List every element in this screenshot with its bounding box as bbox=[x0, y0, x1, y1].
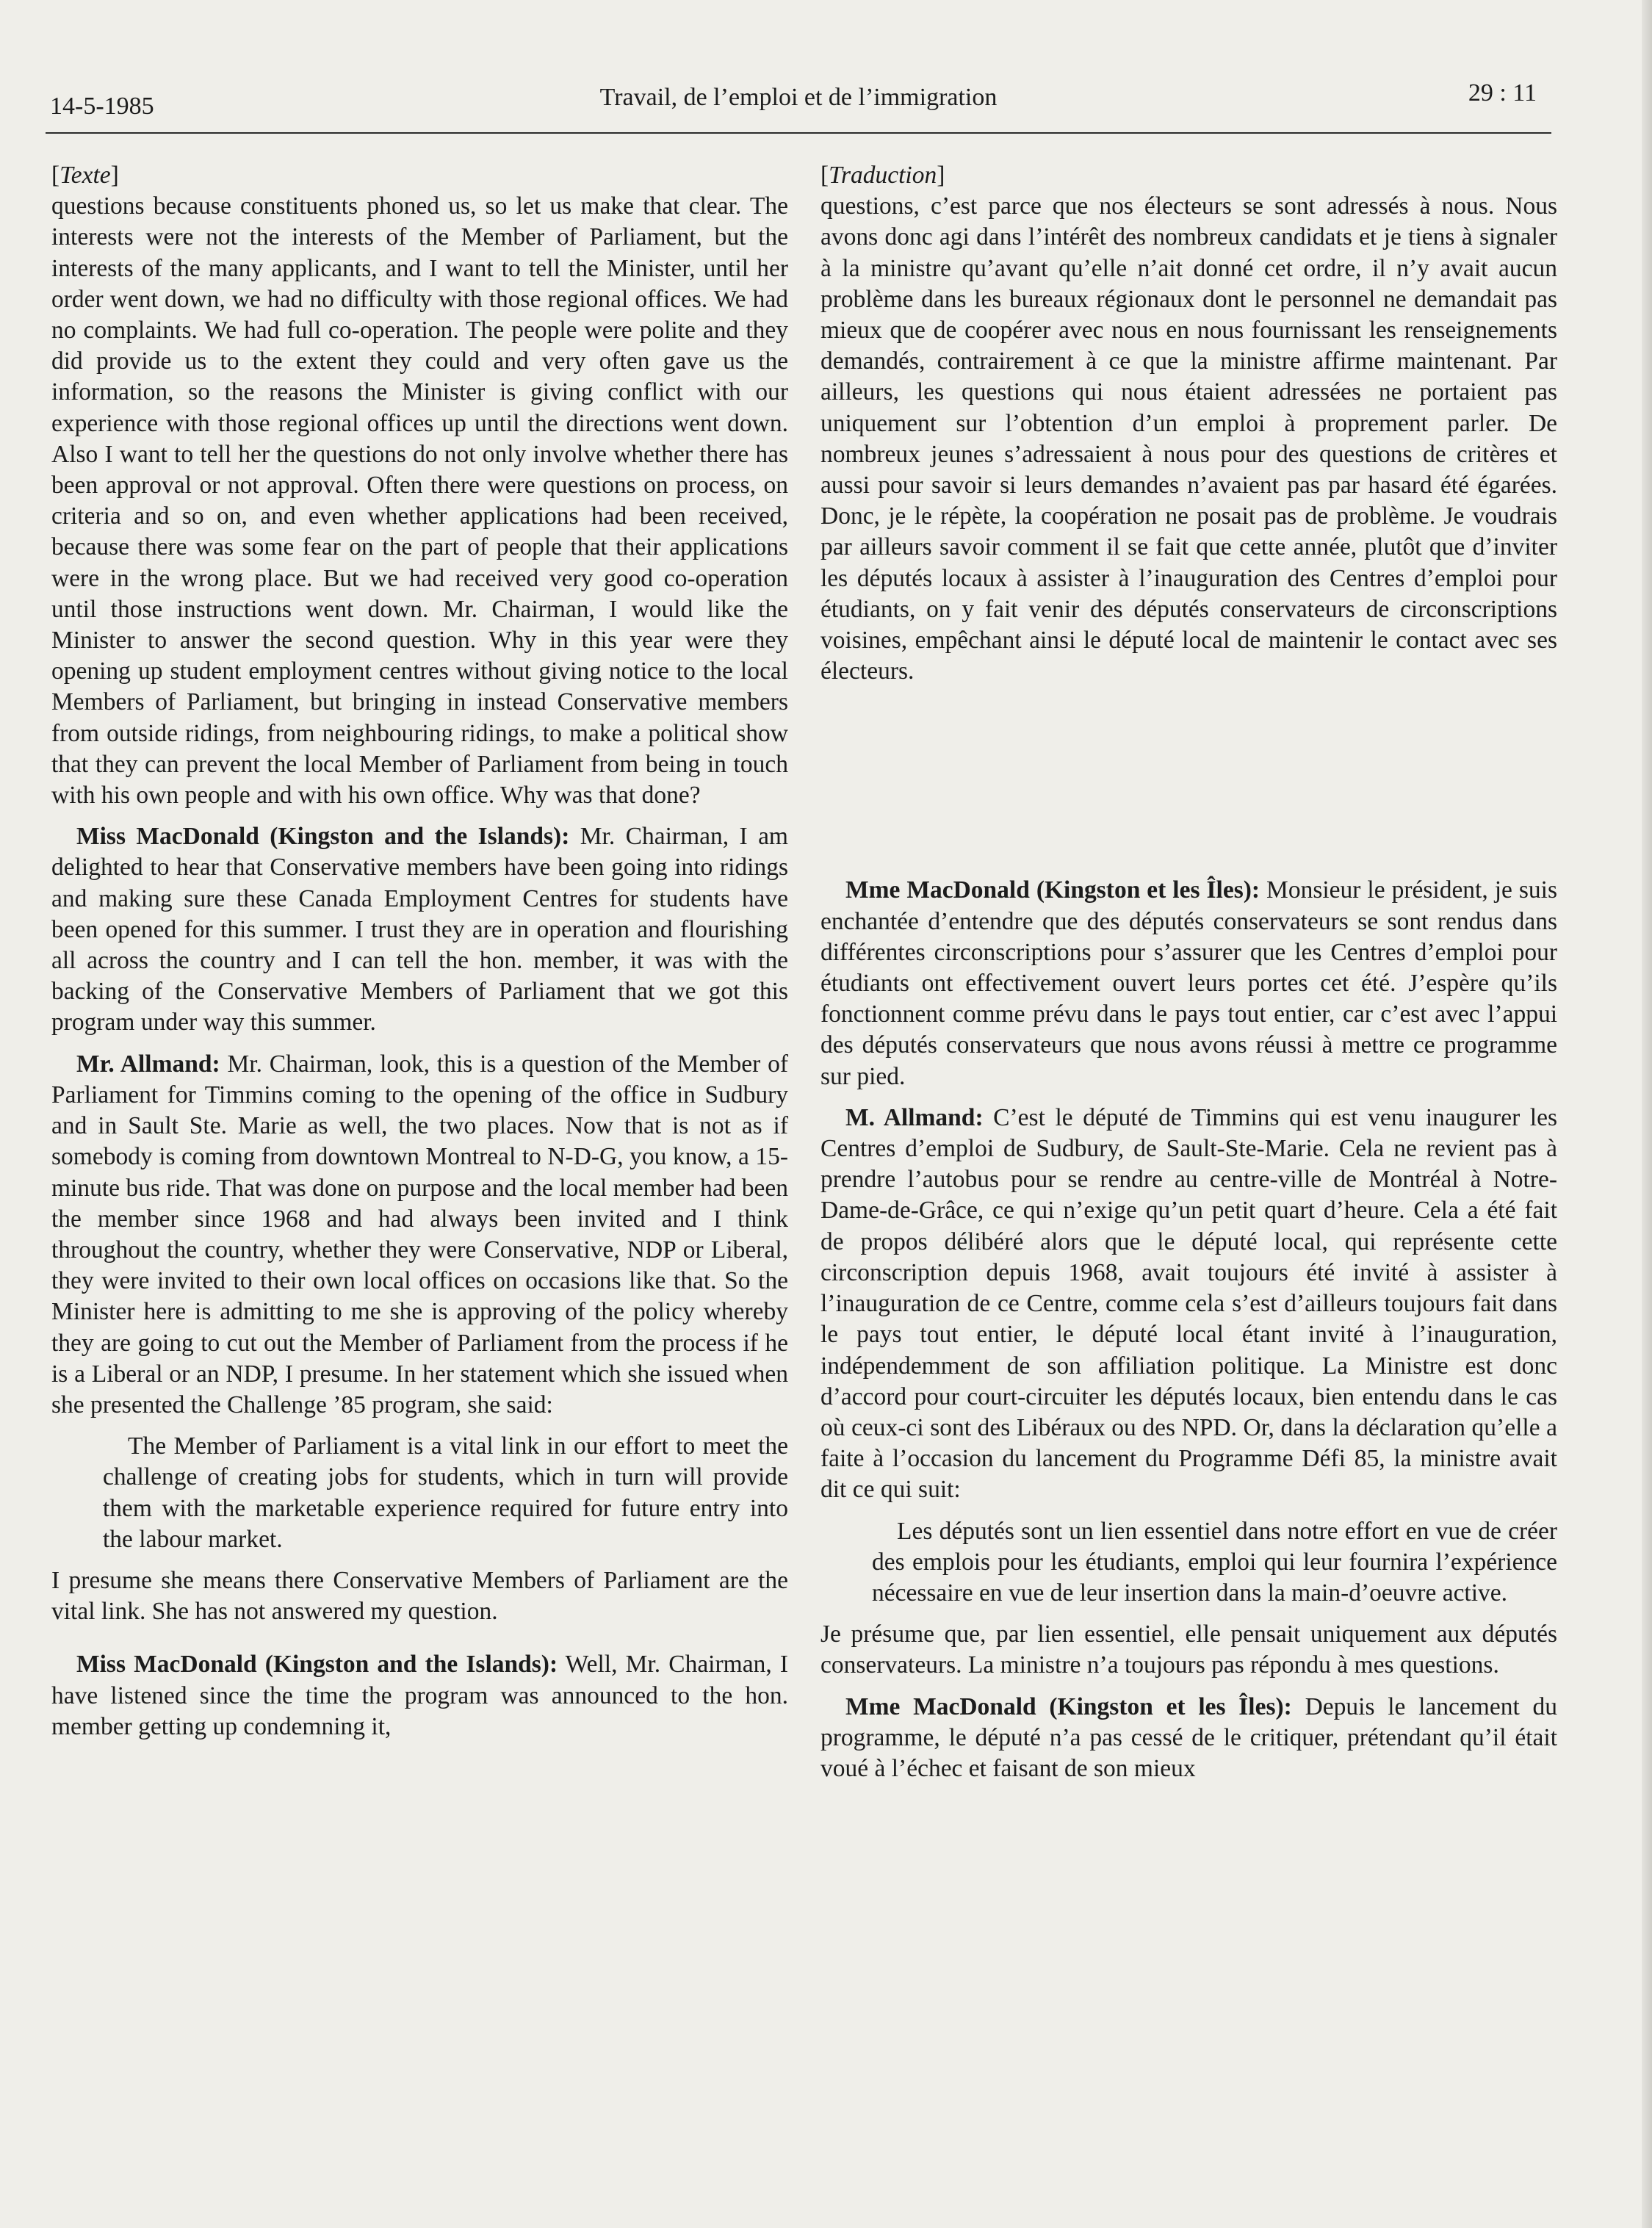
paragraph: Je présume que, par lien essentiel, elle pensait uniquement aux députés conservateurs. La ministre n’a toujours pas répondu à mes questions. bbox=[820, 1620, 1557, 1679]
speech: Mme MacDonald (Kingston et les Îles): Depuis le lancement du programme, le député n’a pas cessé de le critiquer, prétendant qu’il était voué à l’échec et faisant de son mieux bbox=[820, 1692, 1558, 1782]
header-page-number: 29 : 11 bbox=[1468, 79, 1537, 107]
running-header bbox=[46, 73, 1551, 134]
speech: Miss MacDonald (Kingston and the Islands): Mr. Chairman, I am delighted to hear that Conservative members have been going into ridings and making sure these Canada Employment Centres for students have been opened for this summer. I trust they are in operation and flourishing all across the country and I can tell the hon. member, it was with the backing of the Conservative Members of Parliament that we got this program under way this summer. bbox=[51, 823, 788, 1037]
speaker-name: Mr. Allmand: bbox=[76, 1050, 220, 1078]
paragraph: I presume she means there Conservative Members of Parliament are the vital link. She has not answered my question. bbox=[51, 1566, 788, 1626]
speaker-name: Miss MacDonald (Kingston and the Islands): bbox=[76, 1651, 558, 1679]
speech: Mme MacDonald (Kingston et les Îles): Monsieur le président, je suis enchantée d’entendre que des députés conservateurs se sont rendus dans différentes circonscriptions pour s’assurer que les Centres d’emploi pour étudiants ont effectivement ouvert leurs portes cet été. J’espère qu’ils fonctionnent comme prévu dans le pays tout entier, car c’est avec l’appui des députés conservateurs que nous avons réussi à mettre ce programme sur pied. bbox=[820, 876, 1558, 1090]
english-column bbox=[51, 160, 788, 1742]
page-edge bbox=[1642, 0, 1652, 2228]
language-tag: [Traduction] bbox=[820, 162, 945, 189]
paragraph: questions, c’est parce que nos électeurs se sont adressés à nous. Nous avons donc agi dans l’intérêt des nombreux candidats et je tiens à signaler à la ministre qu’avant qu’elle n’ait donné cet ordre, il n’y avait aucun problème dans les bureaux régionaux dont le personnel ne demandait pas mieux que de coopérer avec nous en nous fournissant les renseignements demandés, contrairement à ce que la ministre affirme maintenant. Par ailleurs, les questions qui nous étaient adressées ne portaient pas uniquement sur l’obtention d’un emploi à proprement parler. De nombreux jeunes s’adressaient à nous pour des questions de critères et aussi pour savoir si leurs demandes n’avaient pas par hasard été égarées. Donc, je le répète, la coopération ne posait pas de problème. Je voudrais par ailleurs savoir comment il se fait que cette année, plutôt que d’inviter les députés locaux à assister à l’inauguration des Centres d’emploi pour étudiants, on y fait venir des députés conservateurs de circonscriptions voisines, empêchant ainsi le député local de maintenir le contact avec ses électeurs. bbox=[820, 192, 1557, 685]
speaker-name: Miss MacDonald (Kingston and the Islands): bbox=[76, 823, 570, 851]
speech: Mr. Allmand: Mr. Chairman, look, this is a question of the Member of Parliament for Timmins coming to the opening of the office in Sudbury and in Sault Ste. Marie as well, the two places. Now that is not as if somebody is coming from downtown Montreal to N-D-G, you know, a 15-minute bus ride. That was done on purpose and the local member had been the member since 1968 and had always been invited and I think throughout the country, whether they were Conservative, NDP or Liberal, they were invited to their own local offices on occasions like that. So the Minister here is admitting to me she is approving of the policy whereby they are going to cut out the Member of Parliament from the process if he is a Liberal or an NDP, I presume. In her statement which she issued when she presented the Challenge ’85 program, she said: bbox=[51, 1050, 788, 1418]
speaker-name: Mme MacDonald (Kingston et les Îles): bbox=[845, 1692, 1292, 1720]
block-quote: Les députés sont un lien essentiel dans notre effort en vue de créer des emplois pour les étudiants, emploi qui leur fournira l’expérience nécessaire en vue de leur insertion dans la main-d’oeuvre active. bbox=[872, 1517, 1557, 1607]
header-date: 14-5-1985 bbox=[50, 93, 154, 120]
paragraph: questions because constituents phoned us, so let us make that clear. The interests were not the interests of the Member of Parliament, but the interests of the many applicants, and I want to tell the Minister, until her order went down, we had no difficulty with those regional offices. We had no complaints. We had full co-operation. The people were polite and they did provide us to the extent they could and very often gave us the information, so the reasons the Minister is giving conflict with our experience with those regional offices up until the directions went down. Also I want to tell her the questions do not only involve whether there has been approval or not approval. Often there were questions on process, on criteria and so on, and even whether applications had been received, because there was some fear on the part of people that their applications were in the wrong place. But we had received very good co-operation until those instructions went down. Mr. Chairman, I would like the Minister to answer the second question. Why in this year were they opening up student employment centres without giving notice to the local Members of Parliament, but bringing in instead Conservative members from outside ridings, from neighbouring ridings, to make a political show that they can prevent the local Member of Parliament from being in touch with his own people and with his own office. Why was that done? bbox=[51, 192, 788, 810]
french-column bbox=[820, 160, 1557, 1784]
speaker-name: Mme MacDonald (Kingston et les Îles): bbox=[845, 876, 1260, 904]
speech: Miss MacDonald (Kingston and the Islands): Well, Mr. Chairman, I have listened since the time the program was announced to the hon. member getting up condemning it, bbox=[51, 1651, 789, 1740]
speaker-name: M. Allmand: bbox=[845, 1103, 984, 1131]
speech: M. Allmand: C’est le député de Timmins qui est venu inaugurer les Centres d’emploi de Sudbury, de Sault-Ste-Marie. Cela ne revient pas à prendre l’autobus pour se rendre au centre-ville de Montréal à Notre-Dame-de-Grâce, ce qui n’exige qu’un petit quart d’heure. Cela a été fait de propos délibéré alors que le député local, qui représente cette circonscription depuis 1968, avait toujours été invité à assister à l’inauguration de ce Centre, comme cela s’est d’ailleurs toujours fait dans le pays tout entier, le député local étant invité à l’inauguration, indépendemment de son affiliation politique. La Ministre est donc d’accord pour court-circuiter les députés locaux, bien entendu dans le cas où ceux-ci sont des Libéraux ou des NPD. Or, dans la déclaration qu’elle a faite à l’occasion du lancement du Programme Défi 85, la ministre avait dit ce qui suit: bbox=[820, 1103, 1558, 1504]
language-tag: [Texte] bbox=[51, 162, 119, 189]
header-title: Travail, de l’emploi et de l’immigration bbox=[599, 84, 998, 111]
block-quote: The Member of Parliament is a vital link in our effort to meet the challenge of creating jobs for students, which in turn will provide them with the marketable experience required for future entry into the labour market. bbox=[103, 1432, 788, 1553]
